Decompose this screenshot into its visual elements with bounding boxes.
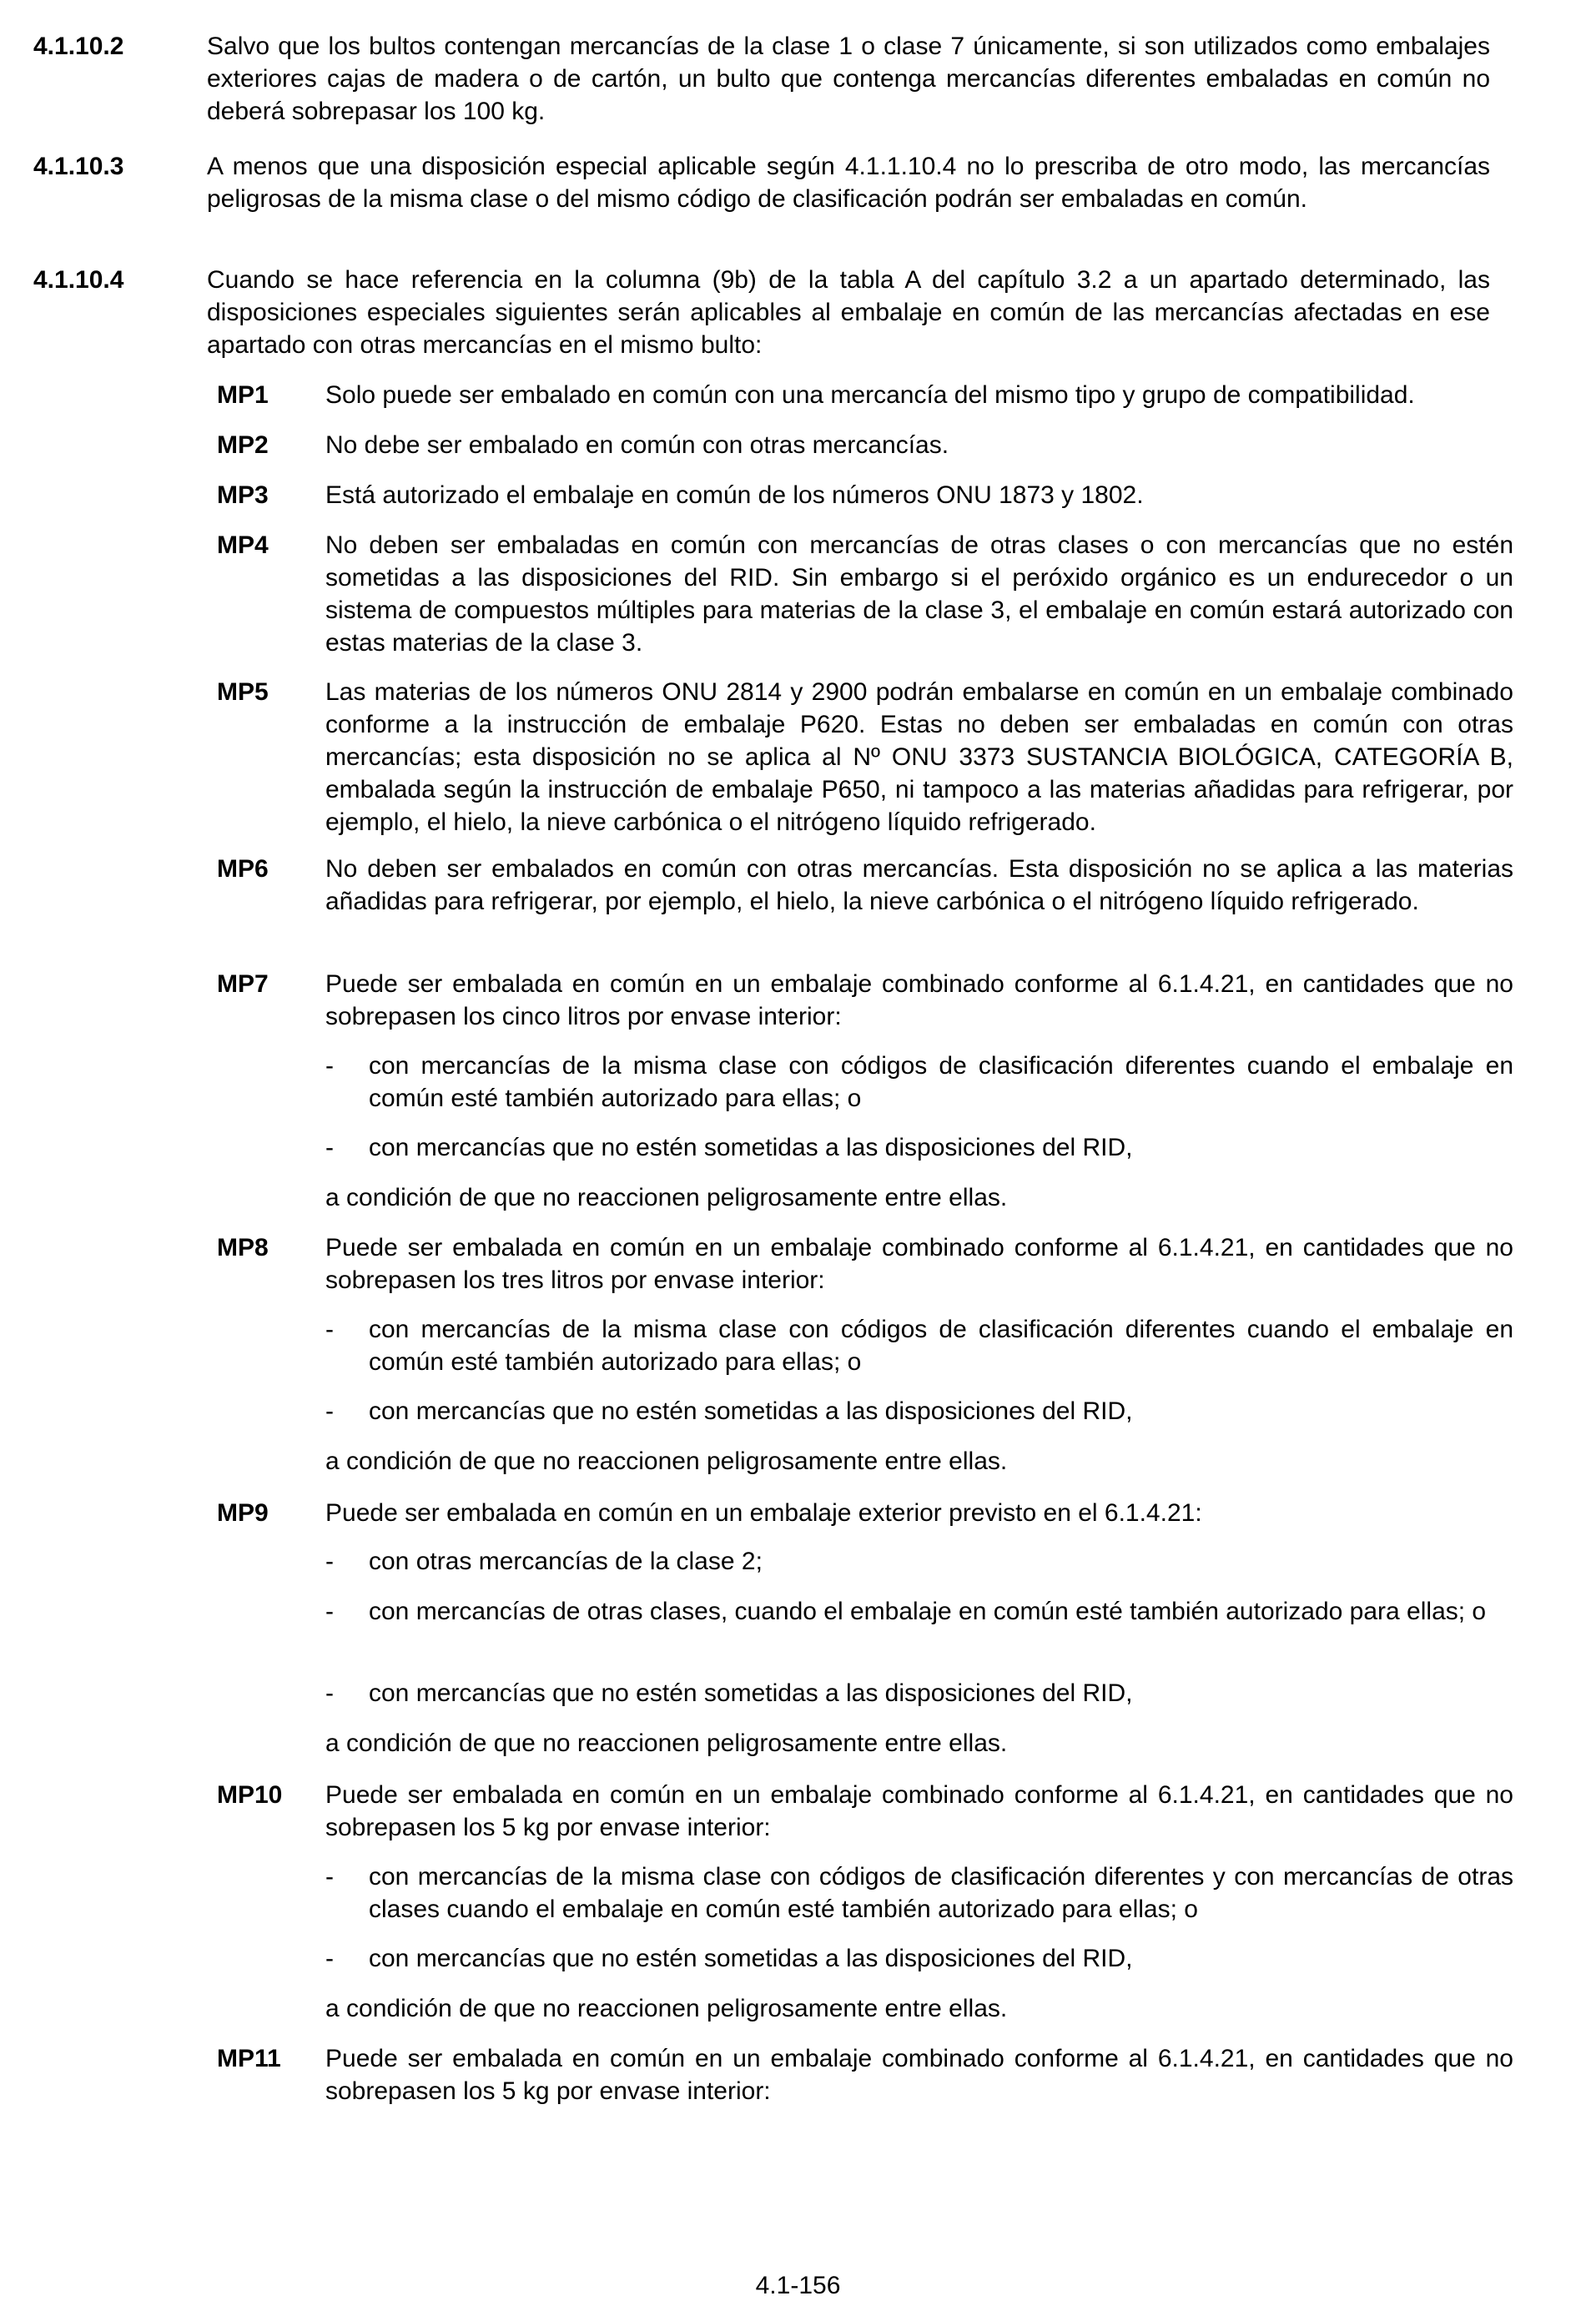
section-text: Cuando se hace referencia en la columna (9b) de la tabla A del capítulo 3.2 a un apartado determinado, las disposiciones especiales siguientes serán aplicables al embalaje en común de las mercancías afectadas en ese apartado con otras mercancías en el mismo bulto: [207,266,1490,359]
section-text: Salvo que los bultos contengan mercancías de la clase 1 o clase 7 únicamente, si son utilizados como embalajes exteriores cajas de madera o de cartón, un bulto que contenga mercancías diferentes embaladas en común no deberá sobrepasar los 100 kg. [207,33,1490,125]
bullet-text: con mercancías de la misma clase con códigos de clasificación diferentes cuando el embalaje en común esté también autorizado para ellas; o [369,1316,1513,1376]
section-number: 4.1.10.4 [33,266,124,294]
provision-code: MP2 [217,431,269,459]
provision-text: Las materias de los números ONU 2814 y 2900 podrán embalarse en común en un embalaje combinado conforme a la instrucción de embalaje P620. Estas no deben ser embaladas en común con otras mercancías; esta disposición no se aplica al Nº ONU 3373 SUSTANCIA BIOLÓGICA, CATEGORÍA B, embalada según la instrucción de embalaje P650, ni tampoco a las materias añadidas para refrigerar, por ejemplo, el hielo, la nieve carbónica o el nitrógeno líquido refrigerado. [325,678,1513,836]
provision-code: MP3 [217,481,269,509]
bullet-dash: - [325,1316,334,1343]
bullet-dash: - [325,1598,334,1625]
bullet-dash: - [325,1679,334,1707]
bullet-dash: - [325,1397,334,1425]
provision-text: No debe ser embalado en común con otras mercancías. [325,431,949,459]
section-number: 4.1.10.2 [33,33,124,60]
bullet-dash: - [325,1945,334,1972]
provision-text: Puede ser embalada en común en un embalaje exterior previsto en el 6.1.4.21: [325,1499,1202,1527]
bullet-text: con mercancías de la misma clase con códigos de clasificación diferentes y con mercancías de otras clases cuando el embalaje en común esté también autorizado para ellas; o [369,1863,1513,1923]
provision-condition: a condición de que no reaccionen peligrosamente entre ellas. [325,1448,1008,1475]
bullet-dash: - [325,1548,334,1575]
bullet-text: con mercancías que no estén sometidas a las disposiciones del RID, [369,1679,1133,1707]
provision-text: Puede ser embalada en común en un embalaje combinado conforme al 6.1.4.21, en cantidades que no sobrepasen los cinco litros por envase interior: [325,970,1513,1030]
provision-code: MP4 [217,531,269,559]
provision-code: MP8 [217,1234,269,1261]
bullet-text: con mercancías de otras clases, cuando el embalaje en común esté también autorizado para ellas; o [369,1598,1487,1625]
provision-code: MP5 [217,678,269,706]
bullet-text: con mercancías que no estén sometidas a las disposiciones del RID, [369,1397,1133,1425]
bullet-dash: - [325,1863,334,1891]
bullet-text: con mercancías que no estén sometidas a las disposiciones del RID, [369,1134,1133,1161]
bullet-dash: - [325,1134,334,1161]
provision-text: Puede ser embalada en común en un embalaje combinado conforme al 6.1.4.21, en cantidades que no sobrepasen los 5 kg por envase interior: [325,1781,1513,1841]
bullet-text: con mercancías de la misma clase con códigos de clasificación diferentes cuando el embalaje en común esté también autorizado para ellas; o [369,1052,1513,1112]
bullet-text: con otras mercancías de la clase 2; [369,1548,763,1575]
bullet-text: con mercancías que no estén sometidas a las disposiciones del RID, [369,1945,1133,1972]
provision-condition: a condición de que no reaccionen peligrosamente entre ellas. [325,1995,1008,2022]
page-number: 4.1-156 [755,2272,841,2299]
section-number: 4.1.10.3 [33,153,124,180]
provision-code: MP10 [217,1781,283,1809]
provision-text: Está autorizado el embalaje en común de los números ONU 1873 y 1802. [325,481,1144,509]
provision-text: Puede ser embalada en común en un embalaje combinado conforme al 6.1.4.21, en cantidades que no sobrepasen los tres litros por envase interior: [325,1234,1513,1294]
provision-code: MP9 [217,1499,269,1527]
provision-code: MP1 [217,381,269,409]
provision-text: No deben ser embaladas en común con mercancías de otras clases o con mercancías que no estén sometidas a las disposiciones del RID. Sin embargo si el peróxido orgánico es un endurecedor o un sistema de compuestos múltiples para materias de la clase 3, el embalaje en común estará autorizado con estas materias de la clase 3. [325,531,1513,657]
provision-text: Solo puede ser embalado en común con una mercancía del mismo tipo y grupo de compatibilidad. [325,381,1415,409]
provision-condition: a condición de que no reaccionen peligrosamente entre ellas. [325,1184,1008,1211]
provision-code: MP6 [217,855,269,883]
section-text: A menos que una disposición especial aplicable según 4.1.1.10.4 no lo prescriba de otro modo, las mercancías peligrosas de la misma clase o del mismo código de clasificación podrán ser embaladas en común. [207,153,1490,213]
provision-text: No deben ser embalados en común con otras mercancías. Esta disposición no se aplica a las materias añadidas para refrigerar, por ejemplo, el hielo, la nieve carbónica o el nitrógeno líquido refrigerado. [325,855,1513,915]
provision-condition: a condición de que no reaccionen peligrosamente entre ellas. [325,1729,1008,1757]
provision-text: Puede ser embalada en común en un embalaje combinado conforme al 6.1.4.21, en cantidades que no sobrepasen los 5 kg por envase interior: [325,2045,1513,2105]
provision-code: MP11 [217,2045,281,2072]
provision-code: MP7 [217,970,269,998]
bullet-dash: - [325,1052,334,1080]
